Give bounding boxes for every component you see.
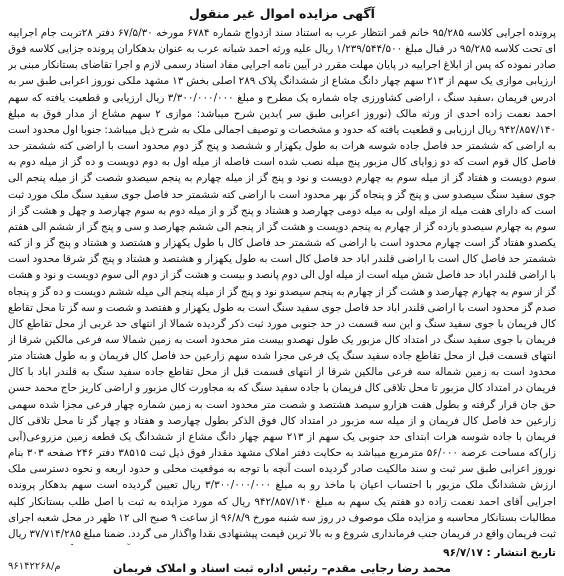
publish-label: تاریخ انتشار :: [486, 547, 556, 559]
publish-line: [8, 546, 556, 560]
notice-body: پرونده اجرایی کلاسه ۹۵/۲۸۵ خانم قمر انتظار عرب به استناد سند ازدواج شماره ۶۷۸۴ مورخه ۶۷/۵/۳۰ دفتر ۲۸تربت جام اجراییه ای تحت کلاسه ۹۵/۲۸۵ در قبال مبلغ ۱/۲۳۹/۵۴۴/۵۰۰ ریال علیه ورثه احمد شبانه عرب به عنوان بدهکاران پرونده جزایی کلاسه فوق صادر نموده که پس از ابلاغ اجراییه در پایان مهلت مقرر در آیین نامه اجرایی مفاد اسناد رسمی لازم و اجرا تقاضای بستانکار مبنی بر ارزیابی موازی یک سهم از ۲۱۳ سهم چهار دانگ مشاع از ششدانگ پلاک ۲۸۹ اصلی بخش ۱۳ مشهد ملکی نوروز اعرابی طبق سر به ادرس فریمان ،سفید سنگ ، اراضی کشاورزی چاه شماره یک مطرح و مبلغ ۳/۳۰۰/۰۰۰/۰۰۰ ریال ارزیابی و قطعیت یافته که سهم احمد نعمت زاده احدی از ورثه مالک (نوروز اعرابی طبق سر )بدین شرح میباشد: موازی ۲ سهم مشاع از مدار فوق به مبلغ ۹۴۲/۸۵۷/۱۴۰ ریال ارزیابی و قطعیت یافته که حدود و مشخصات و توصیف اجمالی ملک به شرح ذیل میباشد: جنوبا اول محدود است به اراضی که ششمتر حد فاصل جاده شوسه هرات به طول یکهزار و ششصد و پنج گز دوم محدود است با اراضی کته ششمتر حد فاصل کال قوم است که دو زوایای کال مزبور پنج میله نصب شده است فاصله از میله اول به دوم دویست و ده گز از میله دوم به سوم دویست و هفتاد گز از میله سوم به چهارم دویست و نود و پنج گز از میله چهارم به پنجم سیصدو شصت گز از میله پنجم الی جوی سفید سنگ سیصدو سی و پنج گز و پنجاه گز بهر محدود است با اراضی کته ششمتر حد فاصل جوی سفید سنگ ملک مورد ثبت است که دارای هفت میله از میله اولی به میله دومی چهارصد و هشتاد و پنج گز و از میله دوم به سوم چهارصد و چهل و هشت گز از سوم به چهارم سیصدو یازده گز از چهارم به پنجم دویست و هشت گز از پنجم الی ششم چهارصد و سی و پنج گز از ششم الی هفتم یکصدو هفتاد گز است چهارم محدود است با اراضی که ششمتر حد فاصل کال با طول یکهزار و هشتصد و هشتاد و پنج گز و از کته ششمتر حد فاصل کال است با اراضی قلندر اباد حد فاصل کال است به طول یکهزار و هشتصد و هشتاد و پنج گز شرقا محدود است با اراضی قلندر اباد حد فاصل شش میله است از میله اول الی دوم پانصد و بیست و هشت گز از دوم الی سوم دویست و نود و هشت گز از سوم به چهارم چهارصد و هشت گز از چهارم به پنجم سیصدو نود و پنج گز از میله پنجم الی میله ششم دویست و ده گز و پنجاه صدم گز محدود است با اراضی قلندر اباد حد فاصل جوی سفید سنگ است به طول یکهزار و هفتصد و شصت و سه گز تا محل تقاطع کال فریمان با جوی سفید سنگ و این سه قسمت در حد جنوبی مورد ثبت ذکر گردیده شمالا از انتهای حد غربی از محل تقاطع کال فریمان با جوی سفید سنگ در امتداد کال مزبور یک طول نهصدو بیست متر محدود است به زمین شمالا سه فرعی مالکین شرقا از انتهای قسمت قبل از محل تقاطع جاده سفید سنگ یک فرعی مجزا شده سهم زارعین حد فاصل کال فریمان و به طول هشتاد متر محدود است به زمین شماله سه فرعی مالکین شرقا از انتهای قسمت قبل از محل تقاطع جاده سفید سنگ به قلندر اباد با کال فریمان در امتداد کال مزبور تا محل تلاقی کال فریمان با جاده سفید سنگ که به مجاورت کال مزبور و اراضی کاریز حاج محمد حسن حق جان قرار گرفته و بطول هفت هزارو سیصد هشتصد و شصت متر محدود است به زمین شماره چهار فرعی مجزا شده سهمی زارعین حد فاصل کال فریمان و از میله سه مزبور در امتداد کال فوق الذکر بطول چهارصد و هفتاد و چهار گز تا محل تلاقی کال فریمان با جاده شوسه هرات ابتدای حد جنوبی یک سهم از ۲۱۳ سهم چهار دانگ مشاع از ششدانگ یک قطعه زمین مزروعی(آبی زار)که مساحت عرصه ۵۶/۰۰۰ مترمربع میباشد به حکایت دفتر املاک مشهد مقدار فوق ذیل ثبت ۳۸۵۱۵ دفتر ۲۴۶ صفحه ۳۰۳ بنام نوروز اعرابی طبق سر ثبت و سند مالکیت صادر گردیده است آنچه با توجه به موقعیت محلی و حدود اربعه و نحوه دسترسی ملک ارزش ششدانگ ملک مزبور با احتساب اعیان با ماخذ رو به مبلغ ۳/۳۰۰/۰۰۰/۰۰۰ ریال تعیین گردیده است سهم بدهکار پرونده اجرایی آقای احمد نعمت زاده دو هفتم یک سهم به مبلغ ۹۴۲/۸۵۷/۱۴۰ ریال که مورد مزایده به ثبت با اصل طلب بستانکار کلیه مطالبات بستانکار محاسبه و مزایده ملک موصوف در روز سه شنبه مورخ ۹۶/۸/۹ از ساعت ۹ صبح الی ۱۲ ظهر در محل شعبه اجرای ثبت فریمان واقع در فریمان جنب فرمانداری شروع و به بالا ترین قیمت پیشنهادی نقدا واگذار می گردد. ضمنا مبلغ ۳۷/۷۱۴/۲۸۵ ریال: [8, 27, 556, 540]
notice-title: آگهی مزایده اموال غیر منقول: [189, 6, 375, 21]
reference-code: ۹۶۱۴۲۲۶۸/م: [8, 561, 61, 572]
signature: محمد رضا رجایی مقدم– رئیس اداره ثبت اسناد و املاک فریمان: [113, 562, 451, 575]
publish-date: ۹۶/۷/۱۷: [443, 547, 483, 559]
